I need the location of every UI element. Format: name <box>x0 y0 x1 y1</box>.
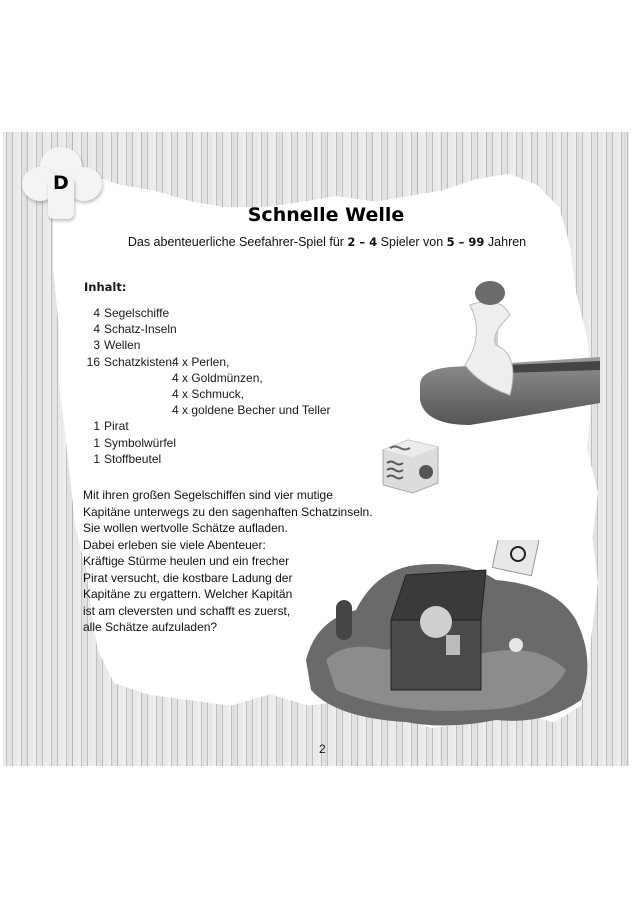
contents-heading: Inhalt: <box>84 280 127 294</box>
page-number: 2 <box>319 742 326 756</box>
treasure-island-illustration <box>296 540 596 730</box>
list-item: 1 Pirat <box>93 419 129 434</box>
section-letter: D <box>53 172 69 194</box>
list-item: 4 Segelschiffe <box>93 306 170 320</box>
symbol-die-illustration <box>378 435 448 495</box>
player-count: 2 – 4 <box>347 235 378 249</box>
chest-detail: 4 x Goldmünzen, <box>172 370 263 385</box>
list-item: 4 Schatz-Inseln <box>93 322 177 337</box>
story-paragraph: Mit ihren großen Segelschiffen sind vier mutige Kapitäne unterwegs zu den sagenhaften Schatzinseln. Sie wollen wertvolle Schätze aufladen. Dabei erleben sie viele Abenteuer: Kräftige Stürme heulen und ein frecher Pirat versucht, die kostbare Ladung der Kapitäne zu ergattern. Welcher Kapitän ist am cleversten und schafft es zuerst, alle Schätze aufzuladen? <box>83 488 373 634</box>
list-item: 16 Schatzkisten: 4 x Perlen, <box>86 354 230 369</box>
list-item: 1 Symbolwürfel <box>93 435 177 450</box>
list-item: 1 Stoffbeutel <box>93 451 162 466</box>
age-range: 5 – 99 <box>446 235 485 249</box>
chest-detail: 4 x goldene Becher und Teller <box>172 403 331 418</box>
sailboat-illustration <box>410 275 610 435</box>
contents-list <box>84 305 331 467</box>
chest-detail: 4 x Schmuck, <box>172 387 245 402</box>
game-subtitle: Das abenteuerliche Seefahrer-Spiel für 2 – 4 Spieler von 5 – 99 Jahren <box>127 235 527 249</box>
list-item: 3 Wellen <box>93 338 141 353</box>
page-title: Schnelle Welle <box>247 204 405 226</box>
